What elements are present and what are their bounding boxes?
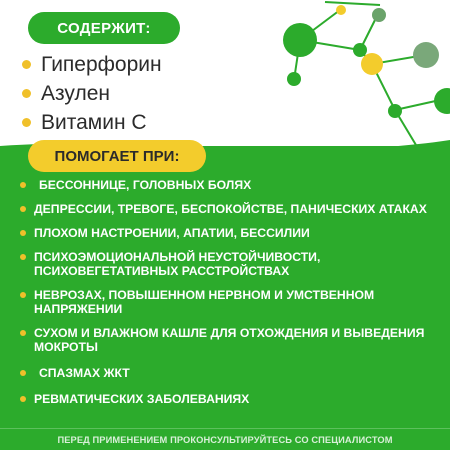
- molecule-node: [336, 5, 346, 15]
- list-item: [20, 250, 440, 278]
- footer-disclaimer: ПЕРЕД ПРИМЕНЕНИЕМ ПРОКОНСУЛЬТИРУЙТЕСЬ СО СПЕЦИАЛИСТОМ: [57, 435, 393, 445]
- condition-label: ПЛОХОМ НАСТРОЕНИИ, АПАТИИ, БЕССИЛИИ: [34, 226, 310, 240]
- molecule-node: [361, 53, 383, 75]
- ingredient-label: Азулен: [41, 81, 110, 105]
- footer-divider: [0, 428, 450, 429]
- bullet-icon: [20, 292, 26, 298]
- molecule-node: [283, 23, 317, 57]
- list-item: [20, 366, 440, 380]
- ingredient-label: Гиперфорин: [41, 52, 162, 76]
- bullet-icon: [22, 118, 31, 127]
- bullet-icon: [20, 206, 26, 212]
- molecule-node: [372, 8, 386, 22]
- condition-label: СУХОМ И ВЛАЖНОМ КАШЛЕ ДЛЯ ОТХОЖДЕНИЯ И ВЫВЕДЕНИЯ МОКРОТЫ: [34, 326, 425, 354]
- condition-label: РЕВМАТИЧЕСКИХ ЗАБОЛЕВАНИЯХ: [34, 392, 250, 406]
- bullet-icon: [20, 230, 26, 236]
- molecule-node: [434, 88, 450, 114]
- ingredients-list: [22, 50, 282, 137]
- bullet-icon: [22, 89, 31, 98]
- molecule-node: [353, 43, 367, 57]
- condition-label: ДЕПРЕССИИ, ТРЕВОГЕ, БЕСПОКОЙСТВЕ, ПАНИЧЕСКИХ АТАКАХ: [34, 202, 427, 216]
- list-item: [20, 392, 440, 406]
- bullet-icon: [20, 254, 26, 260]
- ingredient-label: Витамин С: [41, 110, 147, 134]
- conditions-list: [20, 174, 440, 406]
- bullet-icon: [20, 370, 26, 376]
- condition-label: СПАЗМАХ ЖКТ: [39, 366, 130, 380]
- bullet-icon: [22, 60, 31, 69]
- list-item: [20, 178, 440, 192]
- list-item: [20, 226, 440, 240]
- list-item: [22, 50, 282, 79]
- bullet-icon: [20, 182, 26, 188]
- contains-heading: СОДЕРЖИТ:: [28, 12, 180, 44]
- list-item: [22, 79, 282, 108]
- helps-heading: ПОМОГАЕТ ПРИ:: [28, 140, 206, 172]
- condition-label: НЕВРОЗАХ, ПОВЫШЕННОМ НЕРВНОМ И УМСТВЕННОМ НАПРЯЖЕНИИ: [34, 288, 375, 316]
- list-item: [22, 108, 282, 137]
- list-item: [20, 202, 440, 216]
- molecule-node: [287, 72, 301, 86]
- bullet-icon: [20, 396, 26, 402]
- molecule-node: [413, 42, 439, 68]
- list-item: [20, 288, 440, 316]
- condition-label: ПСИХОЭМОЦИОНАЛЬНОЙ НЕУСТОЙЧИВОСТИ, ПСИХОВЕГЕТАТИВНЫХ РАССТРОЙСТВАХ: [34, 250, 321, 278]
- bullet-icon: [20, 330, 26, 336]
- list-item: [20, 326, 440, 354]
- condition-label: БЕССОННИЦЕ, ГОЛОВНЫХ БОЛЯХ: [39, 178, 252, 192]
